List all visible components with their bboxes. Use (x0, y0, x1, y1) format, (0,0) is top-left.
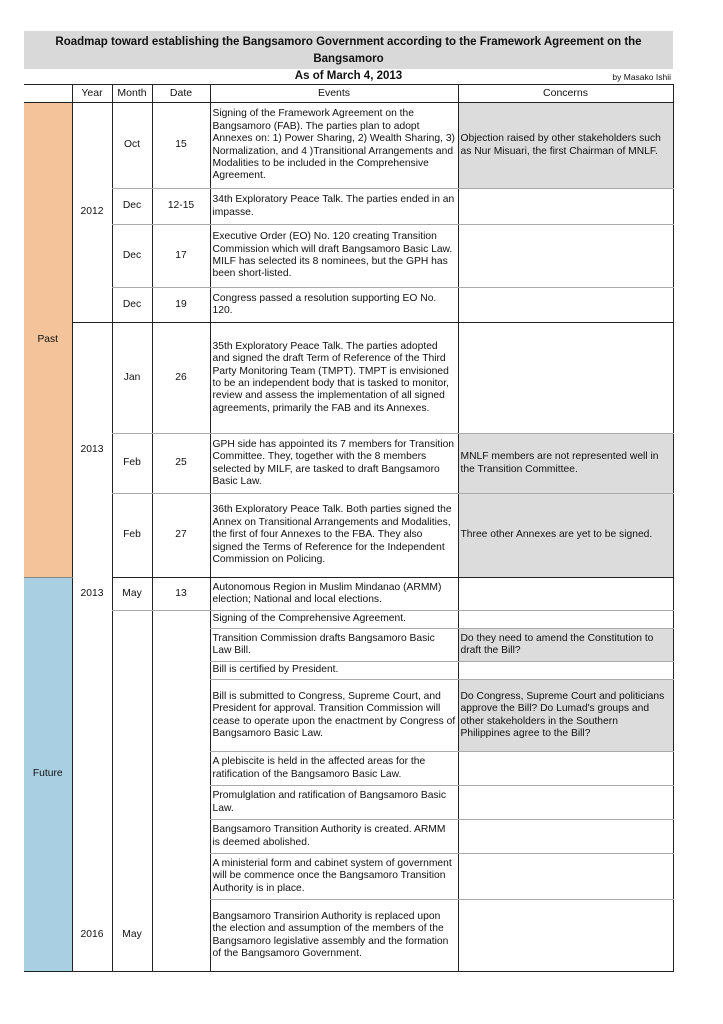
events-header: Events (210, 85, 458, 103)
roadmap-table (24, 84, 674, 972)
date-cell: 25 (152, 434, 210, 494)
date-cell: 15 (152, 103, 210, 189)
year-cell: 2016 (72, 900, 112, 972)
concern-cell (458, 854, 673, 900)
event-cell: GPH side has appointed its 7 members for Transition Committee. They, together with the 8 members selected by MILF, are tasked to draft Bangsamoro Basic Law. (210, 434, 458, 494)
event-cell: Signing of the Framework Agreement on the Bangsamoro (FAB). The parties plan to adopt Annexes on: 1) Power Sharing, 2) Wealth Sharing, 3) Normalization, and 4 )Transitional Arrangements and Modalities to be included in the Comprehensive Agreement. (210, 103, 458, 189)
event-cell: Promulglation and ratification of Bangsamoro Basic Law. (210, 786, 458, 820)
table-row (24, 288, 673, 323)
concern-cell: Do Congress, Supreme Court and politicians approve the Bill? Do Lumad's groups and other stakeholders in the Southern Philippines agree to the Bill? (458, 680, 673, 752)
event-cell: Autonomous Region in Muslim Mindanao (ARMM) election; National and local elections. (210, 578, 458, 611)
event-cell: 34th Exploratory Peace Talk. The parties ended in an impasse. (210, 189, 458, 225)
year-cell: 2013 (72, 578, 112, 611)
concern-cell: Do they need to amend the Constitution to draft the Bill? (458, 629, 673, 662)
month-cell: Feb (112, 434, 152, 494)
concern-cell (458, 225, 673, 288)
event-cell: 35th Exploratory Peace Talk. The parties adopted and signed the draft Term of Reference of the Third Party Monitoring Team (TMPT). TMPT is envisioned to be an independent body that is tasked to monitor, review and assess the implementation of all signed agreements, primarily the FAB and its Annexes. (210, 323, 458, 434)
period-header (24, 85, 72, 103)
concern-cell (458, 288, 673, 323)
table-row (24, 578, 673, 611)
event-cell: Transition Commission drafts Bangsamoro Basic Law Bill. (210, 629, 458, 662)
concern-cell (458, 820, 673, 854)
date-cell: 12-15 (152, 189, 210, 225)
table-row (24, 900, 673, 972)
date-cell: 27 (152, 494, 210, 578)
concern-cell (458, 786, 673, 820)
event-cell: Bill is certified by President. (210, 662, 458, 680)
concern-cell (458, 662, 673, 680)
event-cell: Bangsamoro Transirion Authority is replaced upon the election and assumption of the members of the Bangsamoro legislative assembly and the formation of the Bangsamoro Government. (210, 900, 458, 972)
date-cell: 13 (152, 578, 210, 611)
month-cell: May (112, 578, 152, 611)
year-header: Year (72, 85, 112, 103)
author-credit: by Masako Ishii (612, 72, 671, 82)
year-cell-blank (72, 611, 112, 900)
month-cell: Oct (112, 103, 152, 189)
table-row (24, 225, 673, 288)
month-cell: Feb (112, 494, 152, 578)
table-row (24, 323, 673, 434)
month-cell: May (112, 900, 152, 972)
date-cell: 17 (152, 225, 210, 288)
concern-cell (458, 189, 673, 225)
table-row (24, 611, 673, 629)
event-cell: A ministerial form and cabinet system of government will be commence once the Bangsamoro Transition Authority is in place. (210, 854, 458, 900)
year-cell: 2012 (72, 103, 112, 323)
concern-cell (458, 323, 673, 434)
concern-cell (458, 752, 673, 786)
title-line-1: Roadmap toward establishing the Bangsamoro Government according to the Framework Agreement on the Bangsamoro (55, 36, 642, 65)
table-row (24, 434, 673, 494)
concern-cell (458, 578, 673, 611)
event-cell: Bill is submitted to Congress, Supreme Court, and President for approval. Transition Commission will cease to operate upon the enactment by Congress of Bangsamoro Basic Law. (210, 680, 458, 752)
month-header: Month (112, 85, 152, 103)
period-future: Future (24, 578, 72, 972)
title-line-2: As of March 4, 2013 (294, 70, 403, 82)
date-cell: 19 (152, 288, 210, 323)
month-cell: Jan (112, 323, 152, 434)
header-row (24, 85, 673, 103)
concern-cell: Objection raised by other stakeholders such as Nur Misuari, the first Chairman of MNLF. (458, 103, 673, 189)
event-cell: Bangsamoro Transition Authority is created. ARMM is deemed abolished. (210, 820, 458, 854)
event-cell: 36th Exploratory Peace Talk. Both parties signed the Annex on Transitional Arrangements and Modalities, the first of four Annexes to the FBA. They also signed the Terms of Reference for the Independent Commission on Policing. (210, 494, 458, 578)
concern-cell (458, 900, 673, 972)
year-cell: 2013 (72, 323, 112, 578)
event-cell: Signing of the Comprehensive Agreement. (210, 611, 458, 629)
month-cell: Dec (112, 225, 152, 288)
event-cell: A plebiscite is held in the affected areas for the ratification of the Bangsamoro Basic Law. (210, 752, 458, 786)
table-row (24, 103, 673, 189)
table-row (24, 189, 673, 225)
date-header: Date (152, 85, 210, 103)
concern-cell: Three other Annexes are yet to be signed. (458, 494, 673, 578)
concern-cell (458, 611, 673, 629)
date-cell: 26 (152, 323, 210, 434)
event-cell: Executive Order (EO) No. 120 creating Transition Commission which will draft Bangsamoro Basic Law. MILF has selected its 8 nominees, but the GPH has been short-listed. (210, 225, 458, 288)
period-past: Past (24, 103, 72, 578)
concern-cell: MNLF members are not represented well in the Transition Committee. (458, 434, 673, 494)
month-cell-blank (112, 611, 152, 900)
concerns-header: Concerns (458, 85, 673, 103)
month-cell: Dec (112, 288, 152, 323)
event-cell: Congress passed a resolution supporting EO No. 120. (210, 288, 458, 323)
month-cell: Dec (112, 189, 152, 225)
date-cell (152, 900, 210, 972)
date-cell-blank (152, 611, 210, 900)
table-row (24, 494, 673, 578)
